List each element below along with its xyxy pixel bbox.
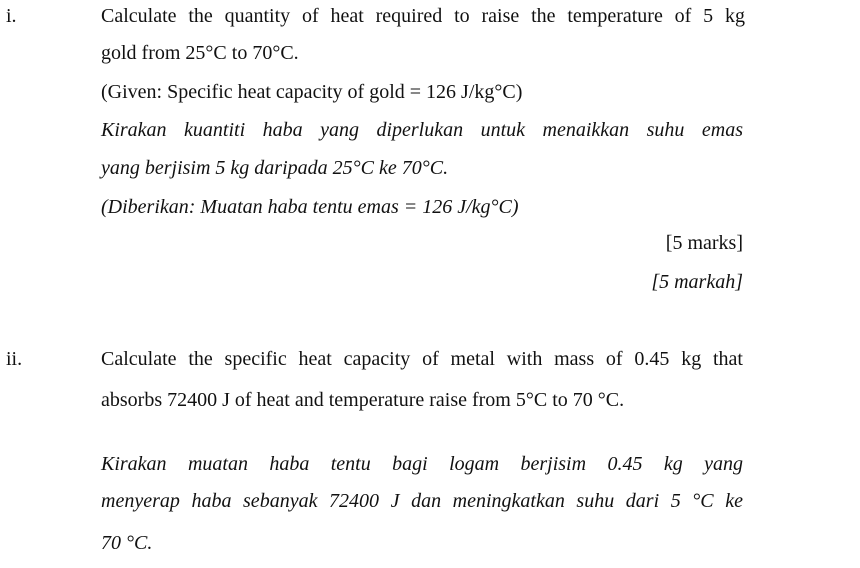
marks-ms: [5 markah] xyxy=(651,271,743,293)
question-number: ii. xyxy=(6,348,23,370)
question-text-ms: menyerap haba sebanyak 72400 J dan meningkatkan suhu dari 5 °C ke xyxy=(101,490,743,512)
question-text-en: Calculate the specific heat capacity of metal with mass of 0.45 kg that xyxy=(101,348,743,370)
given-text-ms: (Diberikan: Muatan haba tentu emas = 126 J/kg°C) xyxy=(101,196,519,218)
question-text-en: gold from 25°C to 70°C. xyxy=(101,42,299,64)
question-text-en: Calculate the quantity of heat required to raise the temperature of 5 kg xyxy=(101,5,745,27)
given-text-en: (Given: Specific heat capacity of gold = 126 J/kg°C) xyxy=(101,81,523,103)
question-text-ms: 70 °C. xyxy=(101,532,153,554)
question-text-en: absorbs 72400 J of heat and temperature raise from 5°C to 70 °C. xyxy=(101,389,625,411)
question-text-ms: yang berjisim 5 kg daripada 25°C ke 70°C. xyxy=(101,157,449,179)
question-text-ms: Kirakan kuantiti haba yang diperlukan untuk menaikkan suhu emas xyxy=(101,119,743,141)
question-number: i. xyxy=(6,5,17,27)
question-text-ms: Kirakan muatan haba tentu bagi logam berjisim 0.45 kg yang xyxy=(101,453,743,475)
marks-en: [5 marks] xyxy=(665,232,743,254)
